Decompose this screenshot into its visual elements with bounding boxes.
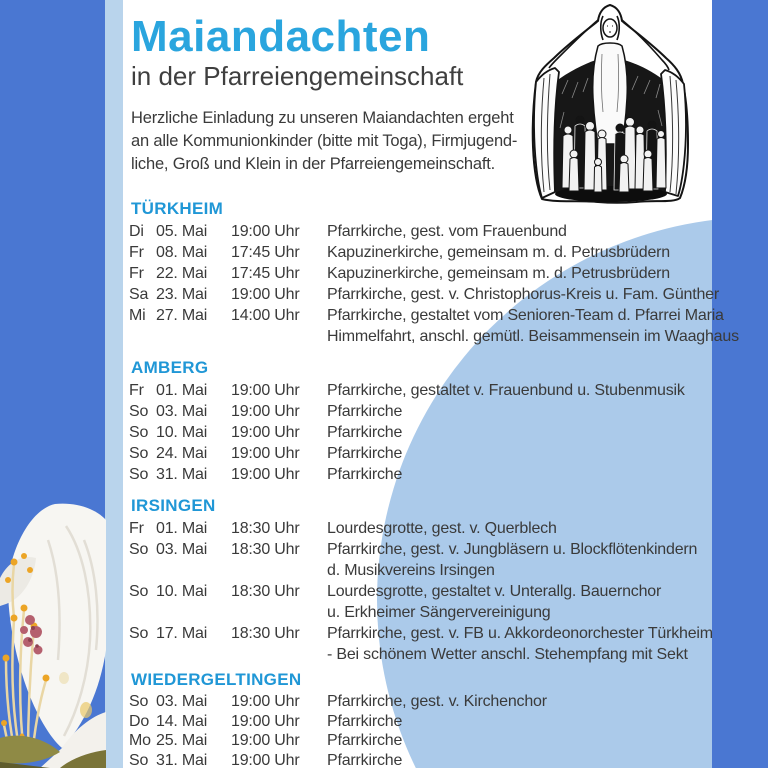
row-spacer: [156, 644, 231, 665]
row-desc: Pfarrkirche: [327, 732, 403, 749]
row-time: 19:00 Uhr: [231, 466, 300, 483]
row-desc-cont: d. Musikvereins Irsingen: [327, 562, 495, 579]
intro-line: Herzliche Einladung zu unseren Maiandachten ergeht: [131, 109, 514, 127]
schedule-section-1: [129, 357, 714, 485]
row-desc: Pfarrkirche: [327, 466, 403, 483]
row-date: 05. Mai: [156, 223, 208, 240]
row-spacer: [231, 644, 327, 665]
row-desc: Pfarrkirche, gest. v. Kirchenchor: [327, 693, 547, 710]
row-time: 19:00 Uhr: [231, 286, 300, 303]
section-heading: AMBERG: [131, 358, 209, 377]
row-day: Fr: [129, 520, 144, 537]
row-desc: Pfarrkirche: [327, 751, 403, 768]
row-spacer: [129, 602, 156, 623]
row-desc: Pfarrkirche: [327, 445, 403, 462]
row-day: Mi: [129, 307, 146, 324]
schedule-section-0: [129, 198, 739, 347]
row-time: 19:00 Uhr: [231, 693, 300, 710]
row-desc: Lourdesgrotte, gestaltet v. Unterallg. Bauernchor: [327, 583, 662, 600]
row-desc-cont: Himmelfahrt, anschl. gemütl. Beisammensein im Waaghaus: [327, 328, 739, 345]
section-heading: TÜRKHEIM: [131, 199, 224, 218]
intro-line: liche, Groß und Klein in der Pfarreiengemeinschaft.: [131, 155, 495, 173]
row-time: 18:30 Uhr: [231, 520, 300, 537]
schedule-section-3: [129, 669, 714, 768]
row-time: 17:45 Uhr: [231, 265, 300, 282]
row-day: So: [129, 693, 149, 710]
row-date: 17. Mai: [156, 625, 208, 642]
row-date: 03. Mai: [156, 403, 208, 420]
page-title: Maiandachten: [131, 12, 431, 61]
row-spacer: [156, 560, 231, 581]
row-spacer: [129, 326, 156, 347]
row-desc: Pfarrkirche, gest. v. Jungbläsern u. Blockflötenkindern: [327, 541, 698, 558]
row-day: Mo: [129, 732, 151, 749]
row-day: So: [129, 466, 149, 483]
row-desc-cont: - Bei schönem Wetter anschl. Stehempfang mit Sekt: [327, 646, 688, 663]
row-time: 19:00 Uhr: [231, 403, 300, 420]
row-day: Do: [129, 712, 150, 730]
row-date: 14. Mai: [156, 712, 208, 730]
row-date: 25. Mai: [156, 732, 208, 749]
row-desc: Lourdesgrotte, gest. v. Querblech: [327, 520, 557, 537]
row-time: 19:00 Uhr: [231, 445, 300, 462]
row-date: 31. Mai: [156, 466, 208, 483]
row-day: Fr: [129, 382, 144, 399]
row-time: 18:30 Uhr: [231, 541, 300, 558]
row-time: 19:00 Uhr: [231, 424, 300, 441]
row-day: Di: [129, 223, 144, 240]
row-spacer: [129, 560, 156, 581]
row-date: 31. Mai: [156, 751, 208, 768]
row-date: 23. Mai: [156, 286, 208, 303]
row-day: So: [129, 403, 149, 420]
row-date: 01. Mai: [156, 520, 208, 537]
row-time: 14:00 Uhr: [231, 307, 300, 324]
row-desc: Pfarrkirche, gestaltet vom Senioren-Team d. Pfarrei Maria: [327, 307, 724, 324]
row-time: 18:30 Uhr: [231, 625, 300, 642]
row-desc: Pfarrkirche: [327, 403, 403, 420]
row-day: Fr: [129, 265, 144, 282]
row-day: So: [129, 751, 149, 768]
row-desc: Pfarrkirche, gest. v. Christophorus-Kreis u. Fam. Günther: [327, 286, 719, 303]
content-area: [129, 0, 739, 768]
row-spacer: [231, 602, 327, 623]
row-date: 10. Mai: [156, 424, 208, 441]
schedule-rows: [129, 380, 714, 485]
row-time: 19:00 Uhr: [231, 712, 300, 730]
section-heading: IRSINGEN: [131, 496, 216, 515]
schedule-rows: [129, 692, 714, 768]
row-time: 18:30 Uhr: [231, 583, 300, 600]
row-desc: Pfarrkirche: [327, 424, 403, 441]
intro-text: [131, 107, 714, 176]
right-blue-band: [712, 0, 768, 768]
row-desc-cont: u. Erkheimer Sängervereinigung: [327, 604, 551, 621]
row-desc: Kapuzinerkirche, gemeinsam m. d. Petrusbrüdern: [327, 244, 670, 261]
row-desc: Pfarrkirche, gestaltet v. Frauenbund u. Stubenmusik: [327, 382, 685, 399]
row-desc: Pfarrkirche, gest. v. FB u. Akkordeonorchester Türkheim: [327, 625, 713, 642]
row-time: 19:00 Uhr: [231, 382, 300, 399]
row-time: 17:45 Uhr: [231, 244, 300, 261]
row-desc: Pfarrkirche: [327, 712, 403, 730]
row-spacer: [129, 644, 156, 665]
row-desc: Kapuzinerkirche, gemeinsam m. d. Petrusbrüdern: [327, 265, 670, 282]
row-spacer: [231, 326, 327, 347]
left-lightblue-strip: [105, 0, 123, 768]
row-date: 01. Mai: [156, 382, 208, 399]
row-day: So: [129, 541, 149, 558]
intro-line: an alle Kommunionkinder (bitte mit Toga), Firmjugend-: [131, 132, 518, 150]
row-spacer: [231, 560, 327, 581]
row-spacer: [156, 326, 231, 347]
row-desc: Pfarrkirche, gest. vom Frauenbund: [327, 223, 567, 240]
section-heading: WIEDERGELTINGEN: [131, 670, 302, 689]
row-day: Fr: [129, 244, 144, 261]
row-date: 10. Mai: [156, 583, 208, 600]
row-date: 03. Mai: [156, 541, 208, 558]
page-subtitle: in der Pfarreiengemeinschaft: [131, 61, 464, 91]
row-day: So: [129, 445, 149, 462]
row-time: 19:00 Uhr: [231, 732, 300, 749]
row-time: 19:00 Uhr: [231, 223, 300, 240]
row-day: Sa: [129, 286, 149, 303]
row-date: 24. Mai: [156, 445, 208, 462]
row-date: 22. Mai: [156, 265, 208, 282]
row-date: 03. Mai: [156, 693, 208, 710]
row-date: 27. Mai: [156, 307, 208, 324]
row-date: 08. Mai: [156, 244, 208, 261]
row-day: So: [129, 424, 149, 441]
row-day: So: [129, 583, 149, 600]
row-day: So: [129, 625, 149, 642]
blossom-photo: [0, 500, 106, 768]
schedule: [129, 198, 739, 768]
schedule-section-2: [129, 495, 714, 665]
row-spacer: [156, 602, 231, 623]
schedule-rows: [129, 518, 714, 665]
schedule-rows: [129, 221, 739, 347]
row-time: 19:00 Uhr: [231, 751, 300, 768]
